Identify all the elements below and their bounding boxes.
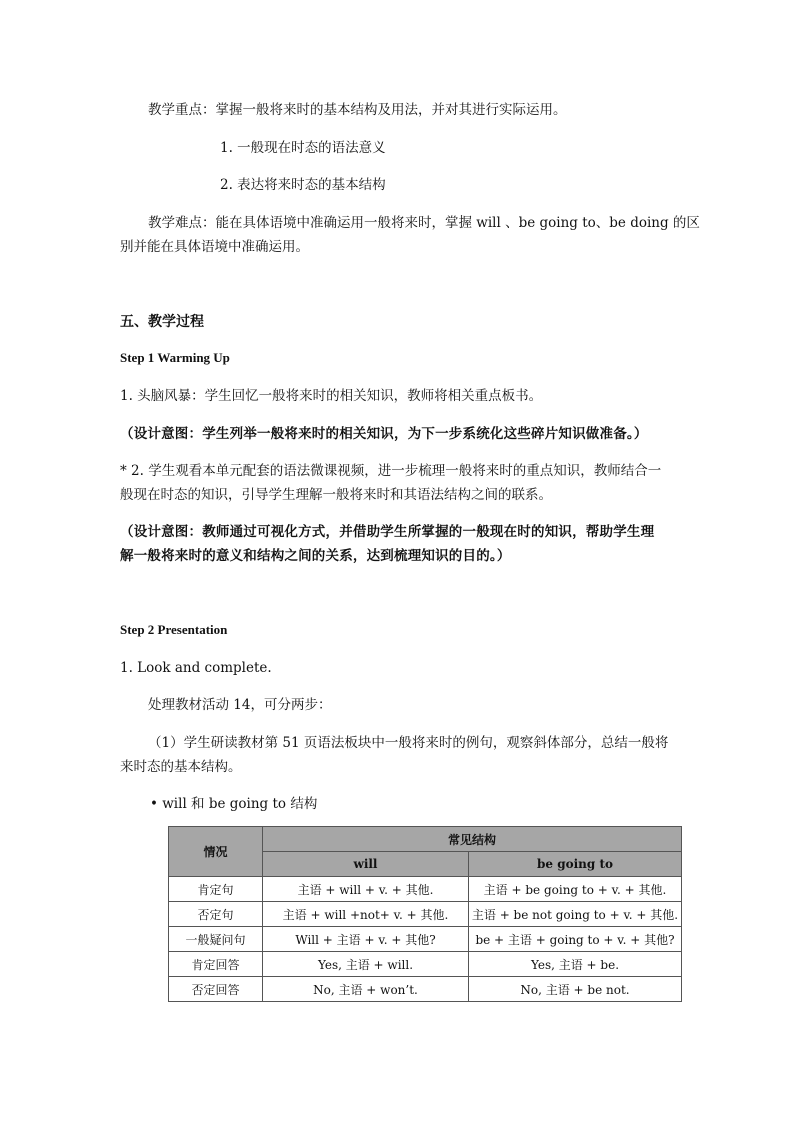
key-point-item-1: 1. 一般现在时态的语法意义 — [220, 140, 386, 156]
step1-design-intent-2-line2: 解一般将来时的意义和结构之间的关系，达到梳理知识的目的。） — [120, 548, 511, 564]
cell-will: No, 主语 + won’t. — [263, 977, 469, 1002]
table-row — [169, 952, 682, 977]
table-row — [169, 927, 682, 952]
table-row — [169, 877, 682, 902]
table-row — [169, 902, 682, 927]
grammar-structure-table — [168, 826, 682, 1002]
header-be-going-to: be going to — [469, 852, 682, 877]
step1-design-intent-1: （设计意图：学生列举一般将来时的相关知识，为下一步系统化这些碎片知识做准备。） — [120, 426, 648, 442]
key-points-text: 教学重点：掌握一般将来时的基本结构及用法，并对其进行实际运用。 — [148, 102, 567, 118]
difficulty-text-line2: 别并能在具体语境中准确运用。 — [120, 239, 309, 255]
step1-title: Step 1 Warming Up — [120, 350, 230, 365]
step2-sub1-line2: 来时态的基本结构。 — [120, 759, 242, 775]
header-will: will — [263, 852, 469, 877]
row-label: 肯定回答 — [169, 952, 263, 977]
cell-be-going-to: Yes, 主语 + be. — [469, 952, 682, 977]
table-header-row — [169, 827, 682, 852]
cell-will: Yes, 主语 + will. — [263, 952, 469, 977]
step1-item-2-line2: 般现在时态的知识，引导学生理解一般将来时和其语法结构之间的联系。 — [120, 487, 552, 503]
header-situation: 情况 — [169, 827, 263, 877]
key-point-item-2: 2. 表达将来时态的基本结构 — [220, 177, 386, 193]
difficulty-text-line1: 教学难点：能在具体语境中准确运用一般将来时，掌握 will 、be going to、be doing 的区 — [148, 215, 700, 231]
cell-be-going-to: be + 主语 + going to + v. + 其他? — [469, 927, 682, 952]
row-label: 一般疑问句 — [169, 927, 263, 952]
cell-be-going-to: 主语 + be not going to + v. + 其他. — [469, 902, 682, 927]
cell-will: 主语 + will + v. + 其他. — [263, 877, 469, 902]
cell-will: 主语 + will +not+ v. + 其他. — [263, 902, 469, 927]
row-label: 否定回答 — [169, 977, 263, 1002]
step1-item-1: 1. 头脑风暴：学生回忆一般将来时的相关知识，教师将相关重点板书。 — [120, 388, 543, 404]
cell-be-going-to: 主语 + be going to + v. + 其他. — [469, 877, 682, 902]
header-common-structure: 常见结构 — [263, 827, 682, 852]
structure-bullet: • will 和 be going to 结构 — [150, 796, 318, 812]
row-label: 否定句 — [169, 902, 263, 927]
step1-design-intent-2-line1: （设计意图：教师通过可视化方式，并借助学生所掌握的一般现在时的知识，帮助学生理 — [120, 524, 655, 540]
cell-be-going-to: No, 主语 + be not. — [469, 977, 682, 1002]
step2-process-text: 处理教材活动 14，可分两步： — [148, 697, 332, 713]
step2-title: Step 2 Presentation — [120, 622, 228, 637]
step1-item-2-line1: * 2. 学生观看本单元配套的语法微课视频，进一步梳理一般将来时的重点知识，教师结合一 — [120, 463, 662, 479]
step2-item-1: 1. Look and complete. — [120, 660, 272, 676]
row-label: 肯定句 — [169, 877, 263, 902]
cell-will: Will + 主语 + v. + 其他? — [263, 927, 469, 952]
section-title-teaching-process: 五、教学过程 — [120, 314, 204, 330]
step2-sub1-line1: （1）学生研读教材第 51 页语法板块中一般将来时的例句，观察斜体部分，总结一般将 — [148, 735, 669, 751]
table-row — [169, 977, 682, 1002]
